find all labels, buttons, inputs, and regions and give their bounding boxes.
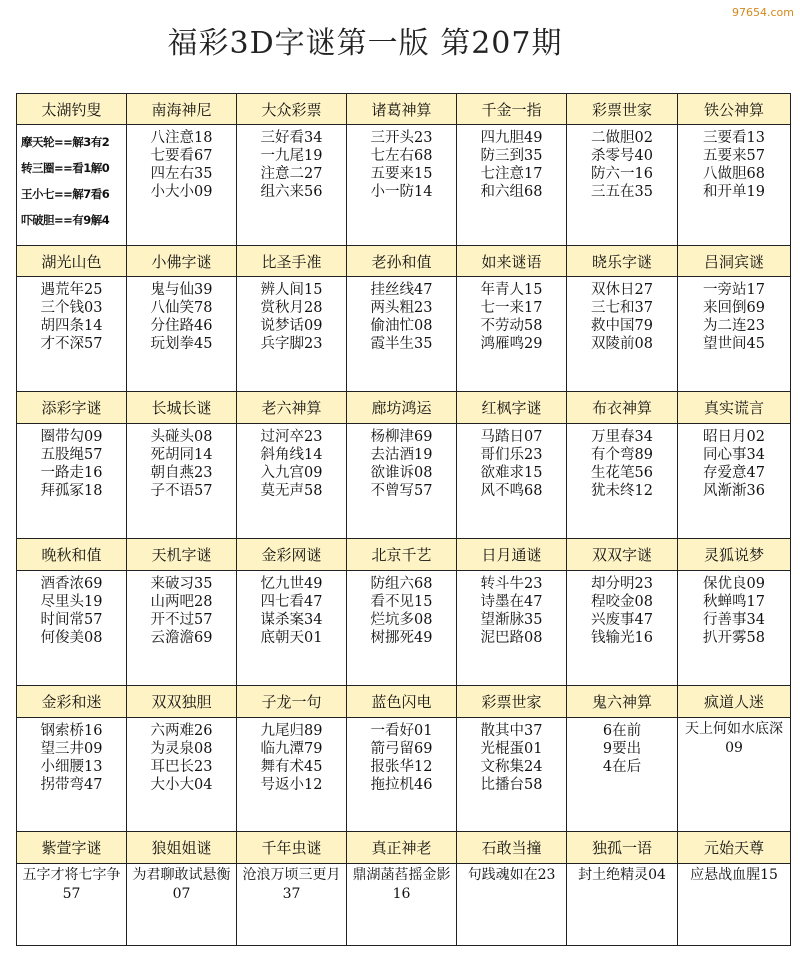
column-header: 疯道人迷 — [678, 686, 791, 718]
content-row — [17, 718, 791, 832]
riddle-line: 五要来15 — [370, 166, 433, 182]
riddle-line: 酒香浓69 — [40, 576, 103, 592]
riddle-line: 说梦话09 — [260, 318, 323, 334]
riddle-line: 注意二27 — [260, 166, 323, 182]
riddle-cell — [127, 718, 237, 832]
riddle-line: 救中国79 — [591, 318, 653, 334]
riddle-line: 报张华12 — [370, 759, 433, 775]
riddle-cell — [678, 277, 791, 392]
column-header: 千年虫谜 — [237, 832, 347, 864]
riddle-line: 兴废事47 — [591, 612, 653, 628]
riddle-line: 莫无声58 — [260, 483, 323, 499]
riddle-cell — [457, 277, 567, 392]
header-row — [17, 94, 791, 125]
riddle-line: 兵字脚23 — [260, 336, 323, 352]
riddle-line: 有个弯89 — [591, 447, 653, 463]
column-header: 真正神老 — [347, 832, 457, 864]
riddle-line: 九尾归89 — [260, 723, 323, 739]
riddle-line: 泥巴路08 — [480, 630, 543, 646]
content-row — [17, 571, 791, 686]
riddle-line: 五字才将七字争57 — [22, 867, 121, 902]
column-header: 布衣神算 — [567, 392, 678, 424]
riddle-cell — [237, 125, 347, 246]
riddle-line: 欲谁诉08 — [370, 465, 433, 481]
riddle-line: 钱输光16 — [591, 630, 653, 646]
column-header: 鬼六神算 — [567, 686, 678, 718]
riddle-line: 马踏日07 — [480, 429, 543, 445]
riddle-cell — [127, 864, 237, 946]
riddle-line: 一看好01 — [370, 723, 433, 739]
riddle-line: 烂坑多08 — [370, 612, 433, 628]
riddle-line: 不劳动58 — [480, 318, 543, 334]
riddle-line: 哥们乐23 — [480, 447, 543, 463]
riddle-line: 风渐渐36 — [703, 483, 765, 499]
column-header: 如来谜语 — [457, 246, 567, 277]
riddle-cell — [567, 424, 678, 539]
riddle-line: 才不深57 — [40, 336, 103, 352]
riddle-line: 防六一16 — [591, 166, 653, 182]
riddle-line: 二做胆02 — [591, 130, 653, 146]
column-header: 狼姐姐谜 — [127, 832, 237, 864]
column-header: 晓乐字谜 — [567, 246, 678, 277]
riddle-line: 四七看47 — [260, 594, 323, 610]
riddle-cell — [457, 864, 567, 946]
riddle-line: 为君聊敢试悬衡07 — [132, 867, 231, 902]
column-header: 铁公神算 — [678, 94, 791, 125]
column-header: 晚秋和值 — [17, 539, 127, 571]
riddle-cell — [567, 718, 678, 832]
riddle-line: 为二连23 — [703, 318, 765, 334]
riddle-line: 和六组68 — [480, 184, 543, 200]
riddle-line: 两头粗23 — [370, 300, 433, 316]
riddle-cell — [678, 125, 791, 246]
riddle-line: 一路走16 — [40, 465, 103, 481]
riddle-line: 犹未终12 — [591, 483, 653, 499]
riddle-line: 三七和37 — [591, 300, 653, 316]
riddle-line: 七要看67 — [150, 148, 213, 164]
riddle-line: 拐带弯47 — [40, 777, 103, 793]
riddle-line: 诗墨在47 — [480, 594, 543, 610]
riddle-line: 霞半生35 — [370, 336, 433, 352]
column-header: 廊坊鸿运 — [347, 392, 457, 424]
riddle-cell — [567, 125, 678, 246]
column-header: 双双独胆 — [127, 686, 237, 718]
riddle-line: 去沽酒19 — [370, 447, 433, 463]
riddle-line: 树挪死49 — [370, 630, 433, 646]
riddle-line: 大小大04 — [150, 777, 213, 793]
riddle-line: 五股绳57 — [40, 447, 103, 463]
riddle-line: 谋杀案34 — [260, 612, 323, 628]
riddle-line: 三开头23 — [370, 130, 433, 146]
riddle-line: 同心事34 — [703, 447, 765, 463]
riddle-line: 七左右68 — [370, 148, 433, 164]
riddle-line: 望世间45 — [703, 336, 765, 352]
column-header: 金彩和迷 — [17, 686, 127, 718]
column-header: 小佛字谜 — [127, 246, 237, 277]
riddle-cell — [678, 424, 791, 539]
riddle-cell — [457, 424, 567, 539]
column-header: 老孙和值 — [347, 246, 457, 277]
header-row — [17, 832, 791, 864]
riddle-line: 三个钱03 — [40, 300, 103, 316]
column-header: 南海神尼 — [127, 94, 237, 125]
riddle-line: 来破习35 — [150, 576, 213, 592]
riddle-line: 三要看13 — [703, 130, 765, 146]
riddle-cell — [347, 571, 457, 686]
riddle-line: 忆九世49 — [260, 576, 323, 592]
riddle-line: 山两吧28 — [150, 594, 213, 610]
riddle-line: 沧浪万顷三更月37 — [242, 867, 341, 902]
riddle-line: 入九宫09 — [260, 465, 323, 481]
riddle-cell — [127, 277, 237, 392]
riddle-line: 一旁站17 — [703, 282, 765, 298]
content-row — [17, 864, 791, 946]
riddle-line: 斜角线14 — [260, 447, 323, 463]
riddle-line: 却分明23 — [591, 576, 653, 592]
riddle-line: 三五在35 — [591, 184, 653, 200]
riddle-line: 鬼与仙39 — [150, 282, 213, 298]
riddle-cell — [457, 125, 567, 246]
riddle-cell — [237, 718, 347, 832]
riddle-line: 朝自燕23 — [150, 465, 213, 481]
riddle-cell — [347, 864, 457, 946]
riddle-line: 辨人间15 — [260, 282, 323, 298]
riddle-cell — [17, 277, 127, 392]
riddle-line: 比播台58 — [480, 777, 543, 793]
riddle-line: 四九胆49 — [480, 130, 543, 146]
riddle-cell — [17, 424, 127, 539]
riddle-line: 时间常57 — [40, 612, 103, 628]
riddle-cell — [17, 718, 127, 832]
riddle-line: 尽里头19 — [40, 594, 103, 610]
riddle-line: 光棍蛋01 — [480, 741, 543, 757]
column-header: 老六神算 — [237, 392, 347, 424]
riddle-line: 4在后 — [602, 759, 642, 775]
column-header: 诸葛神算 — [347, 94, 457, 125]
riddle-cell — [567, 571, 678, 686]
riddle-line: 句践魂如在23 — [467, 867, 556, 883]
riddle-line: 箭弓留69 — [370, 741, 433, 757]
riddle-line: 舞有术45 — [260, 759, 323, 775]
column-header: 独孤一语 — [567, 832, 678, 864]
riddle-line: 八注意18 — [150, 130, 213, 146]
riddle-line: 临九潭79 — [260, 741, 323, 757]
riddle-line: 号返小12 — [260, 777, 323, 793]
header-row — [17, 392, 791, 424]
riddle-line: 子不语57 — [150, 483, 213, 499]
riddle-line: 八做胆68 — [703, 166, 765, 182]
riddle-cell — [347, 277, 457, 392]
riddle-cell — [237, 571, 347, 686]
riddle-line: 9要出 — [602, 741, 642, 757]
column-header: 添彩字谜 — [17, 392, 127, 424]
content-row — [17, 277, 791, 392]
riddle-line: 底朝天01 — [260, 630, 323, 646]
riddle-line: 拖拉机46 — [370, 777, 433, 793]
riddle-line: 存爱意47 — [703, 465, 765, 481]
column-header: 真实谎言 — [678, 392, 791, 424]
riddle-line: 赏秋月28 — [260, 300, 323, 316]
header-row — [17, 539, 791, 571]
riddle-line: 遇荒年25 — [40, 282, 103, 298]
riddle-line: 分住路46 — [150, 318, 213, 334]
column-header: 彩票世家 — [567, 94, 678, 125]
content-row — [17, 125, 791, 246]
riddle-line: 圈带勾09 — [40, 429, 103, 445]
riddle-line: 程咬金08 — [591, 594, 653, 610]
riddle-line: 六两难26 — [150, 723, 213, 739]
riddle-line: 钢索桥16 — [40, 723, 103, 739]
riddle-line: 防三到35 — [480, 148, 543, 164]
riddle-line: 胡四条14 — [40, 318, 103, 334]
riddle-line: 扒开雾58 — [703, 630, 765, 646]
riddle-line: 玩划拳45 — [150, 336, 213, 352]
riddle-cell — [457, 718, 567, 832]
riddle-table — [16, 93, 791, 946]
riddle-line: 五要来57 — [703, 148, 765, 164]
riddle-line: 昭日月02 — [703, 429, 765, 445]
riddle-line: 四左右35 — [150, 166, 213, 182]
header-row — [17, 246, 791, 277]
riddle-line: 八仙笑78 — [150, 300, 213, 316]
riddle-line: 王小七==解7看6 — [21, 187, 110, 201]
riddle-line: 转三圈==看1解0 — [21, 161, 110, 175]
riddle-line: 保优良09 — [703, 576, 765, 592]
riddle-line: 文称集24 — [480, 759, 543, 775]
column-header: 石敢当撞 — [457, 832, 567, 864]
riddle-line: 鸿雁鸣29 — [480, 336, 543, 352]
riddle-cell — [17, 571, 127, 686]
column-header: 灵狐说梦 — [678, 539, 791, 571]
riddle-line: 头碰头08 — [150, 429, 213, 445]
riddle-line: 和开单19 — [703, 184, 765, 200]
riddle-line: 应悬战血腥15 — [690, 867, 778, 883]
riddle-cell — [678, 718, 791, 832]
riddle-line: 拜孤冢18 — [40, 483, 103, 499]
riddle-line: 小大小09 — [150, 184, 213, 200]
riddle-line: 来回倒69 — [703, 300, 765, 316]
riddle-line: 耳巴长23 — [150, 759, 213, 775]
riddle-line: 年青人15 — [480, 282, 543, 298]
column-header: 天机字谜 — [127, 539, 237, 571]
riddle-line: 杀零号40 — [591, 148, 653, 164]
riddle-line: 万里春34 — [591, 429, 653, 445]
riddle-line: 行善事34 — [703, 612, 765, 628]
riddle-line: 散其中37 — [480, 723, 543, 739]
column-header: 太湖钓叟 — [17, 94, 127, 125]
riddle-line: 开不过57 — [150, 612, 213, 628]
riddle-line: 6在前 — [602, 723, 642, 739]
riddle-line: 三好看34 — [260, 130, 323, 146]
riddle-cell — [457, 571, 567, 686]
column-header: 比圣手准 — [237, 246, 347, 277]
column-header: 湖光山色 — [17, 246, 127, 277]
riddle-cell — [347, 718, 457, 832]
riddle-line: 不曾写57 — [370, 483, 433, 499]
header-row — [17, 686, 791, 718]
riddle-line: 看不见15 — [370, 594, 433, 610]
column-header: 元始天尊 — [678, 832, 791, 864]
riddle-line: 过河卒23 — [260, 429, 323, 445]
riddle-cell — [347, 125, 457, 246]
content-row — [17, 424, 791, 539]
riddle-cell — [237, 424, 347, 539]
riddle-line: 小细腰13 — [40, 759, 103, 775]
riddle-line: 为灵泉08 — [150, 741, 213, 757]
riddle-cell — [17, 125, 127, 246]
column-header: 大众彩票 — [237, 94, 347, 125]
riddle-cell — [678, 864, 791, 946]
column-header: 双双字谜 — [567, 539, 678, 571]
riddle-line: 杨柳津69 — [370, 429, 433, 445]
riddle-cell — [127, 571, 237, 686]
column-header: 紫萱字谜 — [17, 832, 127, 864]
riddle-line: 小一防14 — [370, 184, 433, 200]
column-header: 日月通谜 — [457, 539, 567, 571]
riddle-line: 秋蝉鸣17 — [703, 594, 765, 610]
riddle-line: 欲难求15 — [480, 465, 543, 481]
riddle-line: 吓破胆==有9解4 — [21, 213, 110, 227]
riddle-line: 双休日27 — [591, 282, 653, 298]
column-header: 北京千艺 — [347, 539, 457, 571]
riddle-line: 鼎湖菡萏摇金影16 — [352, 867, 451, 902]
page-title: 福彩3D字谜第一版 第207期 — [167, 26, 563, 61]
riddle-cell — [127, 424, 237, 539]
riddle-cell — [567, 864, 678, 946]
riddle-line: 生花笔56 — [591, 465, 653, 481]
column-header: 长城长谜 — [127, 392, 237, 424]
riddle-cell — [237, 277, 347, 392]
riddle-line: 云澹澹69 — [150, 630, 213, 646]
riddle-line: 封土绝精灵04 — [578, 867, 666, 883]
site-watermark: 97654.com — [732, 6, 794, 19]
column-header: 千金一指 — [457, 94, 567, 125]
riddle-line: 偷油忙08 — [370, 318, 433, 334]
column-header: 红枫字谜 — [457, 392, 567, 424]
column-header: 吕洞宾谜 — [678, 246, 791, 277]
riddle-cell — [237, 864, 347, 946]
riddle-line: 七一来17 — [480, 300, 543, 316]
riddle-line: 防组六68 — [370, 576, 433, 592]
riddle-line: 死胡同14 — [150, 447, 213, 463]
column-header: 蓝色闪电 — [347, 686, 457, 718]
riddle-line: 双陵前08 — [591, 336, 653, 352]
column-header: 彩票世家 — [457, 686, 567, 718]
riddle-line: 挂丝线47 — [370, 282, 433, 298]
riddle-line: 转斗牛23 — [480, 576, 543, 592]
riddle-line: 七注意17 — [480, 166, 543, 182]
riddle-cell — [567, 277, 678, 392]
column-header: 子龙一句 — [237, 686, 347, 718]
riddle-cell — [127, 125, 237, 246]
riddle-line: 望渐脉35 — [480, 612, 543, 628]
riddle-line: 天上何如水底深09 — [685, 721, 783, 756]
riddle-cell — [678, 571, 791, 686]
riddle-line: 摩天轮==解3有2 — [21, 135, 110, 149]
riddle-cell — [17, 864, 127, 946]
riddle-line: 望三井09 — [40, 741, 103, 757]
riddle-cell — [347, 424, 457, 539]
riddle-line: 何俊美08 — [40, 630, 103, 646]
riddle-line: 一九尾19 — [260, 148, 323, 164]
column-header: 金彩网谜 — [237, 539, 347, 571]
riddle-line: 组六来56 — [260, 184, 323, 200]
riddle-line: 风不鸣68 — [480, 483, 543, 499]
